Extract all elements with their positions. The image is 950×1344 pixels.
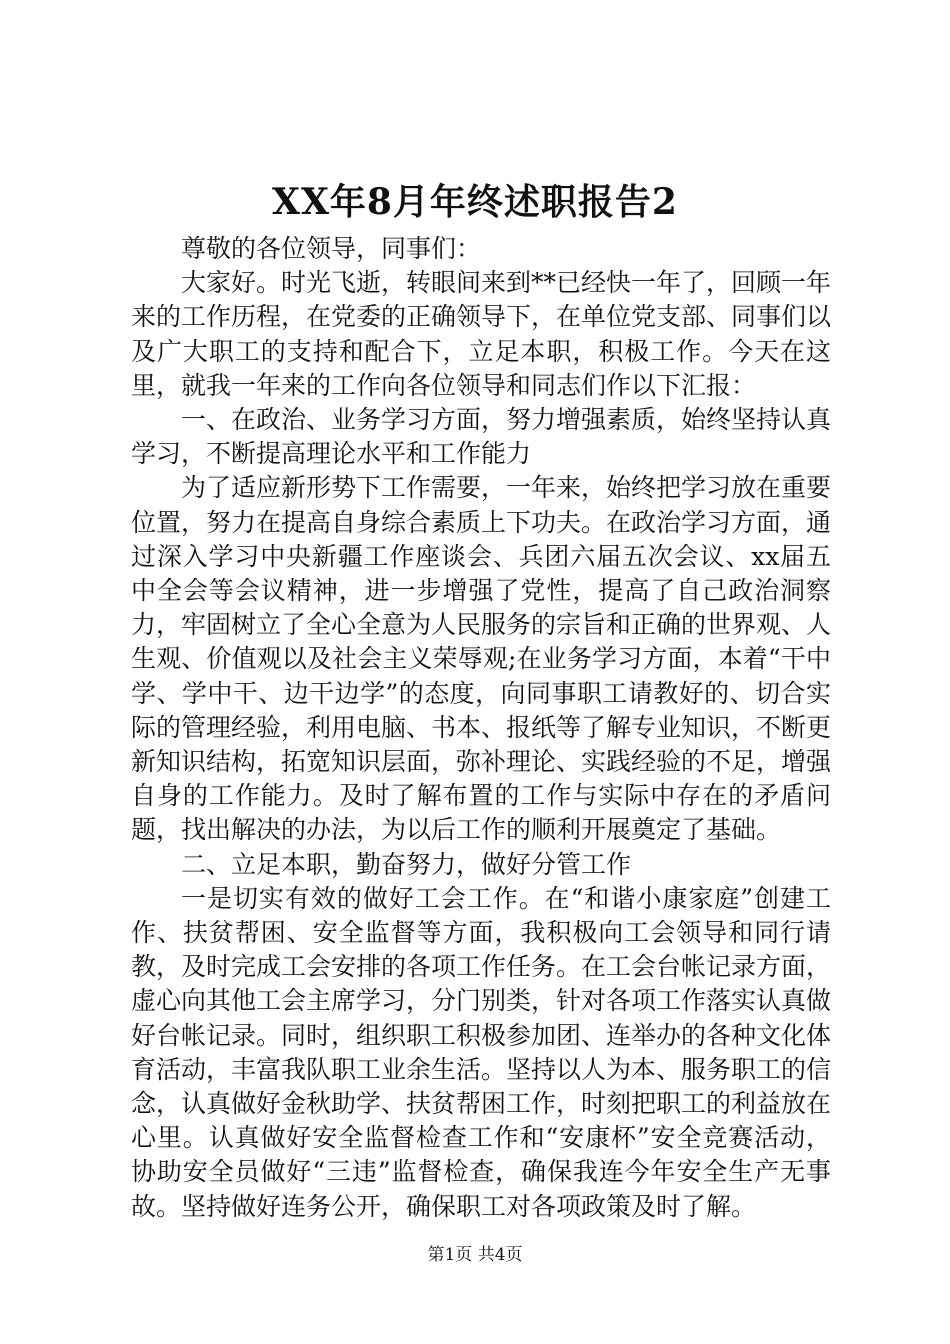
- study-paragraph: 为了适应新形势下工作需要，一年来，始终把学习放在重要位置，努力在提高自身综合素质上下功夫。在政治学习方面，通过深入学习中央新疆工作座谈会、兵团六届五次会议、xx届五中全会等会议精神，进一步增强了党性，提高了自己政治洞察力，牢固树立了全心全意为人民服务的宗旨和正确的世界观、人生观、价值观以及社会主义荣辱观;在业务学习方面，本着“干中学、学中干、边干边学”的态度，向同事职工请教好的、切合实际的管理经验，利用电脑、书本、报纸等了解专业知识，不断更新知识结构，拓宽知识层面，弥补理论、实践经验的不足，增强自身的工作能力。及时了解布置的工作与实际中存在的矛盾问题，找出解决的办法，为以后工作的顺利开展奠定了基础。: [131, 473, 832, 845]
- section-heading-2: 二、立足本职，勤奋努力，做好分管工作: [181, 849, 632, 879]
- page-number-footer: 第1页 共4页: [427, 1245, 523, 1265]
- union-work-paragraph: 一是切实有效的做好工会工作。在“和谐小康家庭”创建工作、扶贫帮困、安全监督等方面，我积极向工会领导和同行请教，及时完成工会安排的各项工作任务。在工会台帐记录方面，虚心向其他工会主席学习，分门别类，针对各项工作落实认真做好台帐记录。同时，组织职工积极参加团、连举办的各种文化体育活动，丰富我队职工业余生活。坚持以人为本、服务职工的信念，认真做好金秋助学、扶贫帮困工作，时刻把职工的利益放在心里。认真做好安全监督检查工作和“安康杯”安全竞赛活动，协助安全员做好“三违”监督检查，确保我连今年安全生产无事故。坚持做好连务公开，确保职工对各项政策及时了解。: [131, 883, 832, 1221]
- section-heading-1: 一、在政治、业务学习方面，努力增强素质，始终坚持认真学习，不断提高理论水平和工作能力: [131, 405, 832, 469]
- document-body: [131, 232, 831, 1224]
- intro-paragraph: 大家好。时光飞逝，转眼间来到**已经快一年了，回顾一年来的工作历程，在党委的正确领导下，在单位党支部、同事们以及广大职工的支持和配合下，立足本职，积极工作。今天在这里，就我一年来的工作向各位领导和同志们作以下汇报：: [131, 268, 832, 400]
- document-title: XX年8月年终述职报告2: [272, 181, 678, 223]
- salutation-paragraph: 尊敬的各位领导，同事们：: [181, 234, 482, 263]
